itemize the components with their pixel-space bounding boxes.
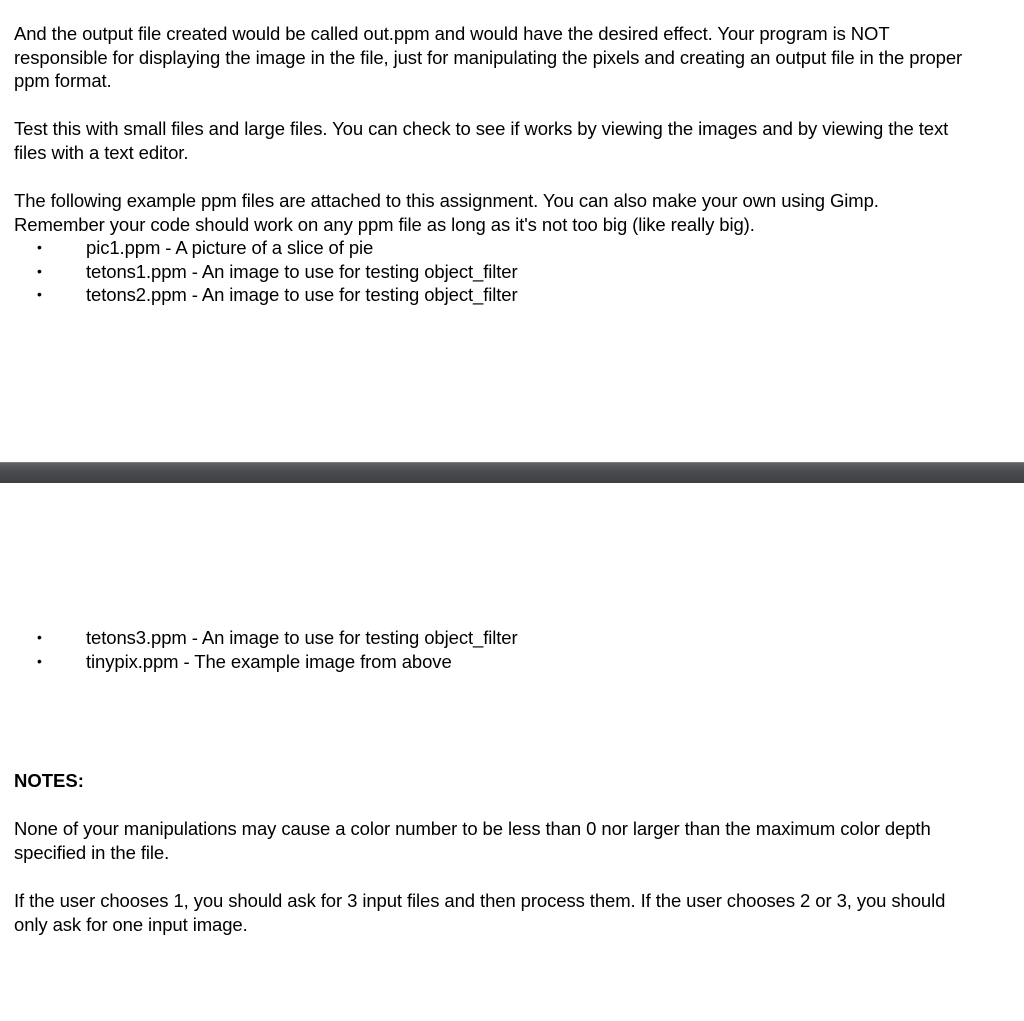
note-input-files: If the user chooses 1, you should ask for 3 input files and then process them. If the user chooses 2 or 3, you should only ask for one input image. (14, 890, 946, 935)
example-file-list-top (0, 236, 960, 307)
document-page-top (0, 0, 1024, 462)
paragraph-output-file: And the output file created would be called out.ppm and would have the desired effect. Your program is NOT responsible for displaying the image in the file, just for manipulating the pixels and creating an output file in the proper ppm format. (14, 23, 963, 91)
example-file-list-bottom (0, 626, 960, 673)
list-item (0, 626, 960, 650)
notes-heading: NOTES: (14, 770, 84, 791)
list-item-text: tetons3.ppm - An image to use for testing object_filter (86, 627, 518, 648)
bullet-icon: • (37, 239, 42, 255)
list-item (0, 283, 960, 307)
bullet-icon: • (37, 629, 42, 645)
bullet-icon: • (37, 262, 42, 279)
list-item-text: pic1.ppm - A picture of a slice of pie (86, 237, 374, 258)
list-item (0, 650, 960, 674)
list-item-text: tetons1.ppm - An image to use for testing object_filter (86, 260, 518, 282)
document-page-bottom (0, 483, 1024, 1021)
list-item (0, 236, 960, 260)
page-separator (0, 462, 1024, 483)
bullet-icon: • (37, 286, 42, 302)
bullet-icon: • (37, 652, 42, 669)
list-item-text: tinypix.ppm - The example image from above (86, 650, 452, 672)
list-item-text: tetons2.ppm - An image to use for testing object_filter (86, 284, 518, 305)
list-item (0, 260, 960, 284)
paragraph-example-files: The following example ppm files are attached to this assignment. You can also make your own using Gimp. Remember your code should work on any ppm file as long as it's not too big (like really big). (14, 190, 879, 235)
paragraph-testing: Test this with small files and large files. You can check to see if works by viewing the images and by viewing the text files with a text editor. (14, 118, 949, 163)
note-color-range: None of your manipulations may cause a color number to be less than 0 nor larger than the maximum color depth specified in the file. (14, 818, 931, 863)
